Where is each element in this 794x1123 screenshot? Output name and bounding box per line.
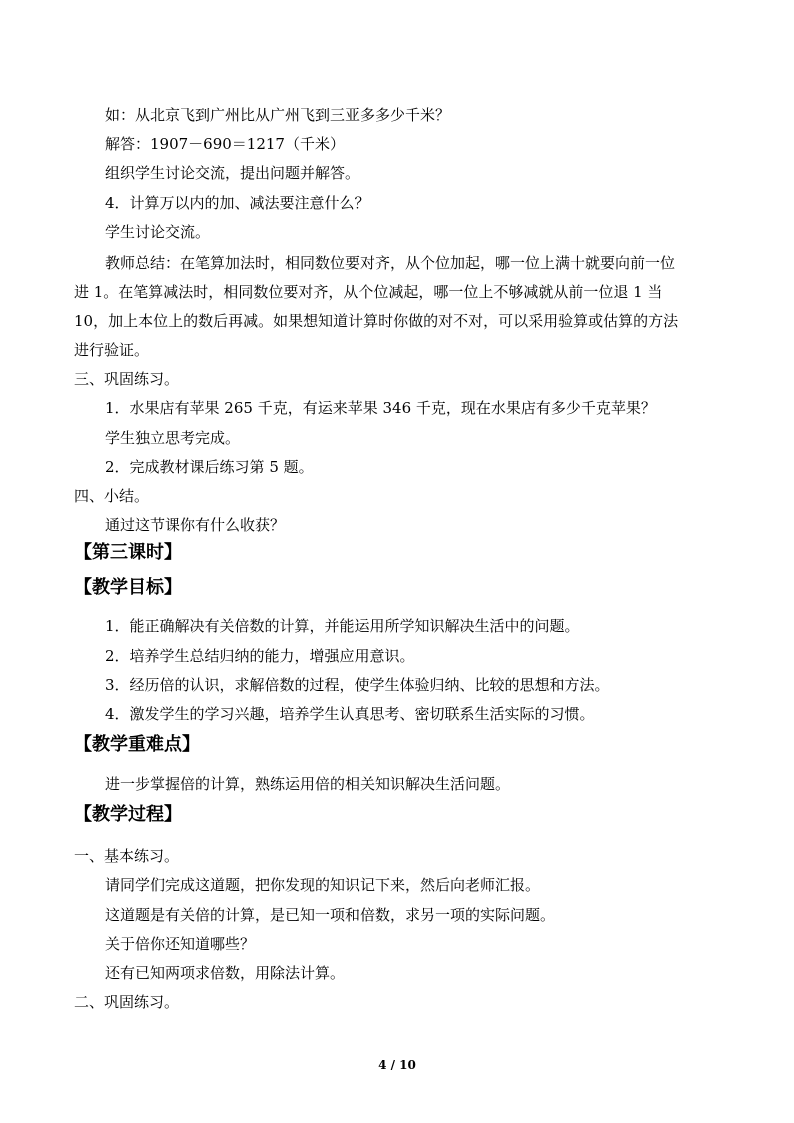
text-line: 解答：1907－690＝1217（千米） [105,135,345,153]
text-line: 1．水果店有苹果 265 千克，有运来苹果 346 千克，现在水果店有多少千克苹果？ [105,399,656,417]
section-heading: 二、巩固练习。 [74,993,180,1011]
text-line: 进行验证。 [74,341,150,359]
goal-item: 1．能正确解决有关倍数的计算，并能运用所学知识解决生活中的问题。 [105,617,580,635]
section-heading: 四、小结。 [74,487,150,505]
lesson-heading: 【第三课时】 [74,542,182,563]
goal-item: 3．经历倍的认识，求解倍数的过程，使学生体验归纳、比较的思想和方法。 [105,676,610,694]
text-line: 进 1。在笔算减法时，相同数位要对齐，从个位减起，哪一位上不够减就从前一位退 1 当 [74,283,663,301]
text-line: 4．计算万以内的加、减法要注意什么？ [105,194,370,212]
key-points-text: 进一步掌握倍的计算，熟练运用倍的相关知识解决生活问题。 [105,775,511,793]
text-line: 2．完成教材课后练习第 5 题。 [105,458,314,476]
section-heading: 三、巩固练习。 [74,370,180,388]
text-line: 如：从北京飞到广州比从广州飞到三亚多多少千米？ [105,106,451,124]
goal-item: 4．激发学生的学习兴趣，培养学生认真思考、密切联系生活实际的习惯。 [105,705,595,723]
text-line: 这道题是有关倍的计算，是已知一项和倍数，求另一项的实际问题。 [105,906,556,924]
text-line: 学生讨论交流。 [105,223,211,241]
text-line: 还有已知两项求倍数，用除法计算。 [105,964,346,982]
goal-item: 2．培养学生总结归纳的能力，增强应用意识。 [105,647,415,665]
process-heading: 【教学过程】 [74,804,182,825]
text-line: 学生独立思考完成。 [105,429,241,447]
section-heading: 一、基本练习。 [74,847,180,865]
goals-heading: 【教学目标】 [74,577,182,598]
key-points-heading: 【教学重难点】 [74,734,200,755]
text-line: 10，加上本位上的数后再减。如果想知道计算时你做的对不对，可以采用验算或估算的方法 [74,312,679,330]
text-line: 请同学们完成这道题，把你发现的知识记下来，然后向老师汇报。 [105,876,541,894]
page-number: 4 / 10 [378,1058,416,1072]
text-line: 通过这节课你有什么收获？ [105,516,286,534]
text-line: 关于倍你还知道哪些？ [105,935,256,953]
text-line: 组织学生讨论交流，提出问题并解答。 [105,164,361,182]
text-line: 教师总结：在笔算加法时，相同数位要对齐，从个位加起，哪一位上满十就要向前一位 [105,254,676,272]
